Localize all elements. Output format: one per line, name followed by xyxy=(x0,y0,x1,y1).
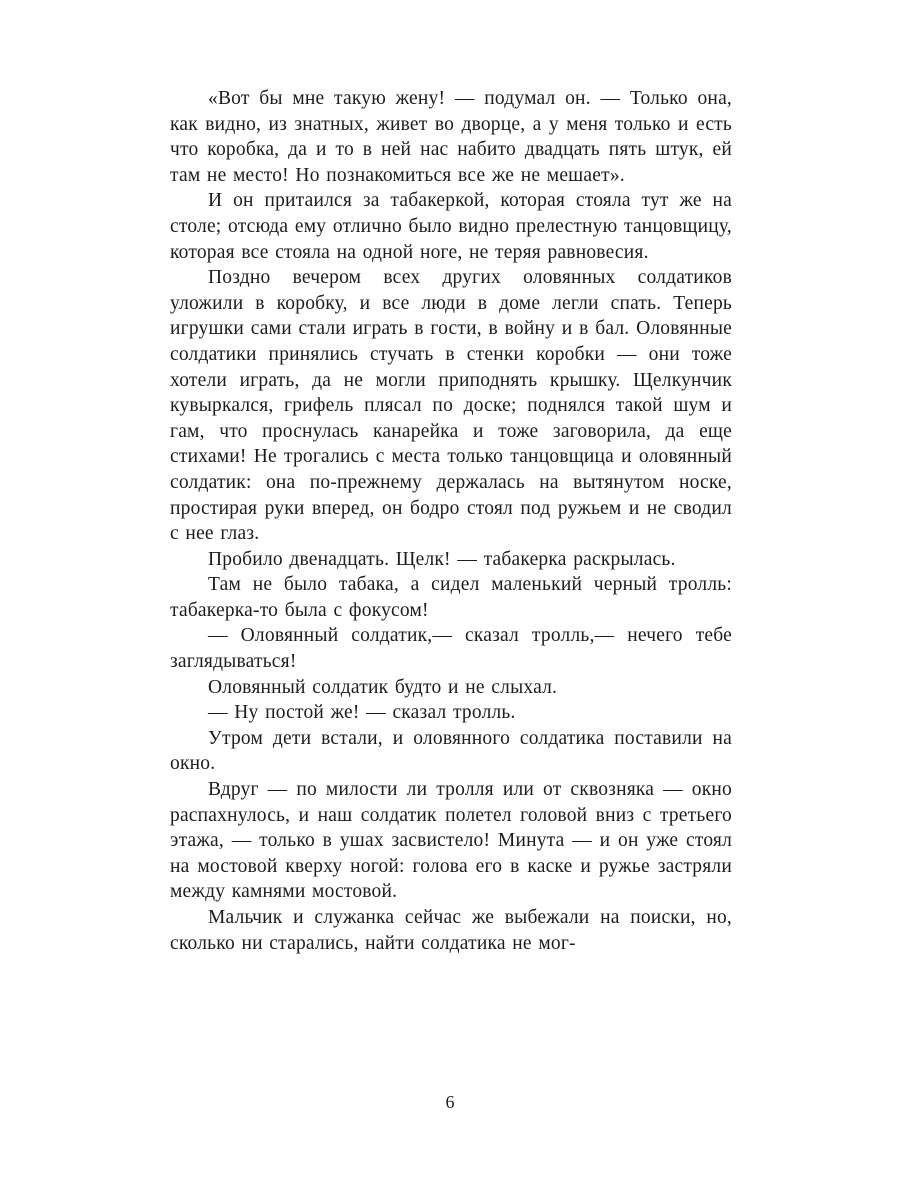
paragraph: — Оловянный солдатик,— сказал тролль,— нечего тебе заглядываться! xyxy=(170,625,732,673)
paragraph: Пробило двенадцать. Щелк! — табакерка раскрылась. xyxy=(208,548,676,570)
paragraph: Там не было табака, а сидел маленький черный тролль: табакерка-то была с фокусом! xyxy=(170,574,732,621)
paragraph: — Ну постой же! — сказал тролль. xyxy=(208,702,516,724)
paragraph: Вдруг — по милости ли тролля или от сквозняка — окно распахнулось, и наш солдатик полетел головой вниз с третьего этажа, — только в ушах засвистело! Минута — и он уже стоял на мостовой кверху ногой: голова его в каске и ружье застряли между камнями мостовой. xyxy=(170,779,732,903)
paragraph: Утром дети встали, и оловянного солдатика поставили на окно. xyxy=(170,727,732,775)
page-number: 6 xyxy=(445,1092,455,1112)
paragraph: «Вот бы мне такую жену! — подумал он. — Только она, как видно, из знатных, живет во дворце, а у меня только и есть что коробка, да и то в ней нас набито двадцать пять штук, ей там не место! Но познакомиться все же не мешает». xyxy=(170,88,732,186)
paragraph: И он притаился за табакеркой, которая стояла тут же на столе; отсюда ему отлично было видно прелестную танцовщицу, которая все стояла на одной ноге, не теряя равновесия. xyxy=(170,190,732,263)
paragraph: Оловянный солдатик будто и не слыхал. xyxy=(208,676,558,698)
page-text xyxy=(170,86,732,956)
paragraph: Мальчик и служанка сейчас же выбежали на поиски, но, сколько ни старались, найти солдатика не мог- xyxy=(170,907,732,954)
paragraph: Поздно вечером всех других оловянных солдатиков уложили в коробку, и все люди в доме легли спать. Теперь игрушки сами стали играть в гости, в войну и в бал. Оловянные солдатики принялись стучать в стенки коробки — они тоже хотели играть, да не могли приподнять крышку. Щелкунчик кувыркался, грифель плясал по доске; поднялся такой шум и гам, что проснулась канарейка и тоже заговорила, да еще стихами! Не трогались с места только танцовщица и оловянный солдатик: она по-прежнему держалась на вытянутом носке, простирая руки вперед, он бодро стоял под ружьем и не сводил с нее глаз. xyxy=(170,267,732,545)
